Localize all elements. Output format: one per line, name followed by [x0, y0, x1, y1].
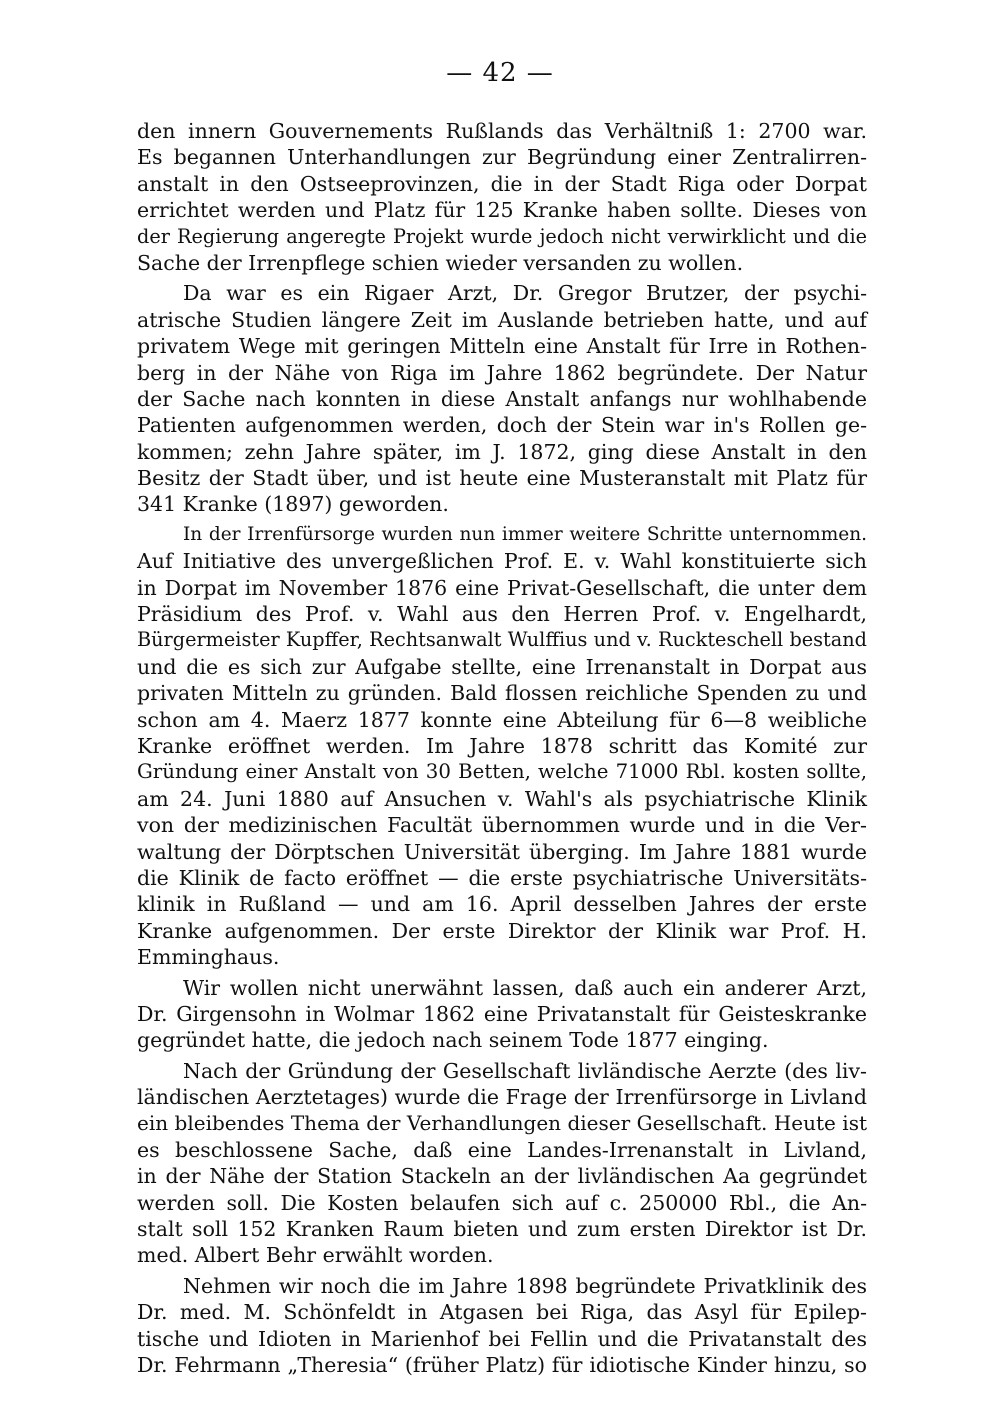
text-line: gegründet hatte, die jedoch nach seinem Tode 1877 einging.: [137, 1028, 769, 1053]
text-line: errichtet werden und Platz für 125 Kranke haben sollte. Dieses von: [137, 198, 867, 223]
text-line: privaten Mitteln zu gründen. Bald flossen reichliche Spenden zu und: [137, 681, 867, 706]
text-line: Wir wollen nicht unerwähnt lassen, daß auch ein anderer Arzt,: [183, 975, 867, 1000]
body-text: [137, 118, 867, 1378]
text-line: ländischen Aerztetages) wurde die Frage der Irrenfürsorge in Livland: [137, 1085, 867, 1110]
text-line: Bürgermeister Kupffer, Rechtsanwalt Wulffius und v. Ruckteschell bestand: [137, 628, 867, 652]
text-line: Gründung einer Anstalt von 30 Betten, welche 71000 Rbl. kosten sollte,: [137, 760, 867, 784]
text-line: am 24. Juni 1880 auf Ansuchen v. Wahl's als psychiatrische Klinik: [137, 786, 867, 811]
text-line: Präsidium des Prof. v. Wahl aus den Herren Prof. v. Engelhardt,: [137, 602, 867, 627]
text-line: atrische Studien längere Zeit im Auslande betrieben hatte, und auf: [137, 307, 867, 332]
text-line: Es begannen Unterhandlungen zur Begründung einer Zentralirren-: [137, 145, 867, 170]
text-line: stalt soll 152 Kranken Raum bieten und zum ersten Direktor ist Dr.: [137, 1217, 867, 1242]
text-line: Besitz der Stadt über, und ist heute eine Musteranstalt mit Platz für: [137, 466, 867, 491]
text-line: anstalt in den Ostseeprovinzen, die in der Stadt Riga oder Dorpat: [137, 171, 867, 196]
text-line: med. Albert Behr erwählt worden.: [137, 1243, 494, 1268]
text-line: In der Irrenfürsorge wurden nun immer weitere Schritte unternommen.: [183, 523, 867, 545]
text-line: in Dorpat im November 1876 eine Privat-Gesellschaft, die unter dem: [137, 575, 867, 600]
text-line: Nehmen wir noch die im Jahre 1898 begründete Privatklinik des: [183, 1273, 867, 1298]
text-line: Emminghaus.: [137, 945, 280, 970]
paragraph: [137, 1058, 867, 1269]
paragraph: [137, 118, 867, 276]
text-line: Kranke aufgenommen. Der erste Direktor der Klinik war Prof. H.: [137, 918, 867, 943]
text-line: schon am 4. Maerz 1877 konnte eine Abteilung für 6—8 weibliche: [137, 707, 867, 732]
text-line: Nach der Gründung der Gesellschaft livländische Aerzte (des liv-: [183, 1058, 867, 1083]
text-line: berg in der Nähe von Riga im Jahre 1862 begründete. Der Natur: [137, 360, 867, 385]
text-line: Dr. Girgensohn in Wolmar 1862 eine Privatanstalt für Geisteskranke: [137, 1001, 867, 1026]
paragraph: [137, 280, 867, 518]
text-line: es beschlossene Sache, daß eine Landes-Irrenanstalt in Livland,: [137, 1137, 867, 1162]
text-line: der Regierung angeregte Projekt wurde jedoch nicht verwirklicht und die: [137, 224, 867, 248]
text-line: der Sache nach konnten in diese Anstalt anfangs nur wohlhabende: [137, 386, 867, 411]
text-line: Patienten aufgenommen werden, doch der Stein war in's Rollen ge-: [137, 413, 867, 438]
text-line: 341 Kranke (1897) geworden.: [137, 492, 449, 517]
text-line: in der Nähe der Station Stackeln an der livländischen Aa gegründet: [137, 1164, 867, 1189]
text-line: privatem Wege mit geringen Mitteln eine Anstalt für Irre in Rothen-: [137, 334, 867, 359]
text-line: Dr. Fehrmann „Theresia“ (früher Platz) für idiotische Kinder hinzu, so: [137, 1352, 867, 1377]
text-line: waltung der Dörptschen Universität überging. Im Jahre 1881 wurde: [137, 839, 867, 864]
text-line: kommen; zehn Jahre später, im J. 1872, ging diese Anstalt in den: [137, 439, 867, 464]
text-line: Dr. med. M. Schönfeldt in Atgasen bei Riga, das Asyl für Epilep-: [137, 1300, 867, 1325]
text-line: den innern Gouvernements Rußlands das Verhältniß 1: 2700 war.: [137, 119, 867, 143]
page-number: — 42 —: [446, 58, 554, 88]
text-line: von der medizinischen Facultät übernommen wurde und in die Ver-: [137, 813, 867, 838]
paragraph: [137, 1273, 867, 1379]
text-line: Da war es ein Rigaer Arzt, Dr. Gregor Brutzer, der psychi-: [183, 281, 867, 306]
text-line: klinik in Rußland — und am 16. April desselben Jahres der erste: [137, 892, 867, 917]
paragraph: [137, 522, 867, 971]
text-line: die Klinik de facto eröffnet — die erste psychiatrische Universitäts-: [137, 865, 867, 890]
text-line: werden soll. Die Kosten belaufen sich auf c. 250000 Rbl., die An-: [137, 1190, 867, 1215]
text-line: ein bleibendes Thema der Verhandlungen dieser Gesellschaft. Heute ist: [137, 1111, 867, 1136]
text-line: Sache der Irrenpflege schien wieder versanden zu wollen.: [137, 250, 744, 275]
paragraph: [137, 975, 867, 1054]
text-line: Kranke eröffnet werden. Im Jahre 1878 schritt das Komité zur: [137, 733, 867, 758]
text-line: und die es sich zur Aufgabe stellte, eine Irrenanstalt in Dorpat aus: [137, 654, 867, 679]
text-line: Auf Initiative des unvergeßlichen Prof. E. v. Wahl konstituierte sich: [137, 549, 867, 574]
text-line: tische und Idioten in Marienhof bei Fellin und die Privatanstalt des: [137, 1326, 867, 1351]
